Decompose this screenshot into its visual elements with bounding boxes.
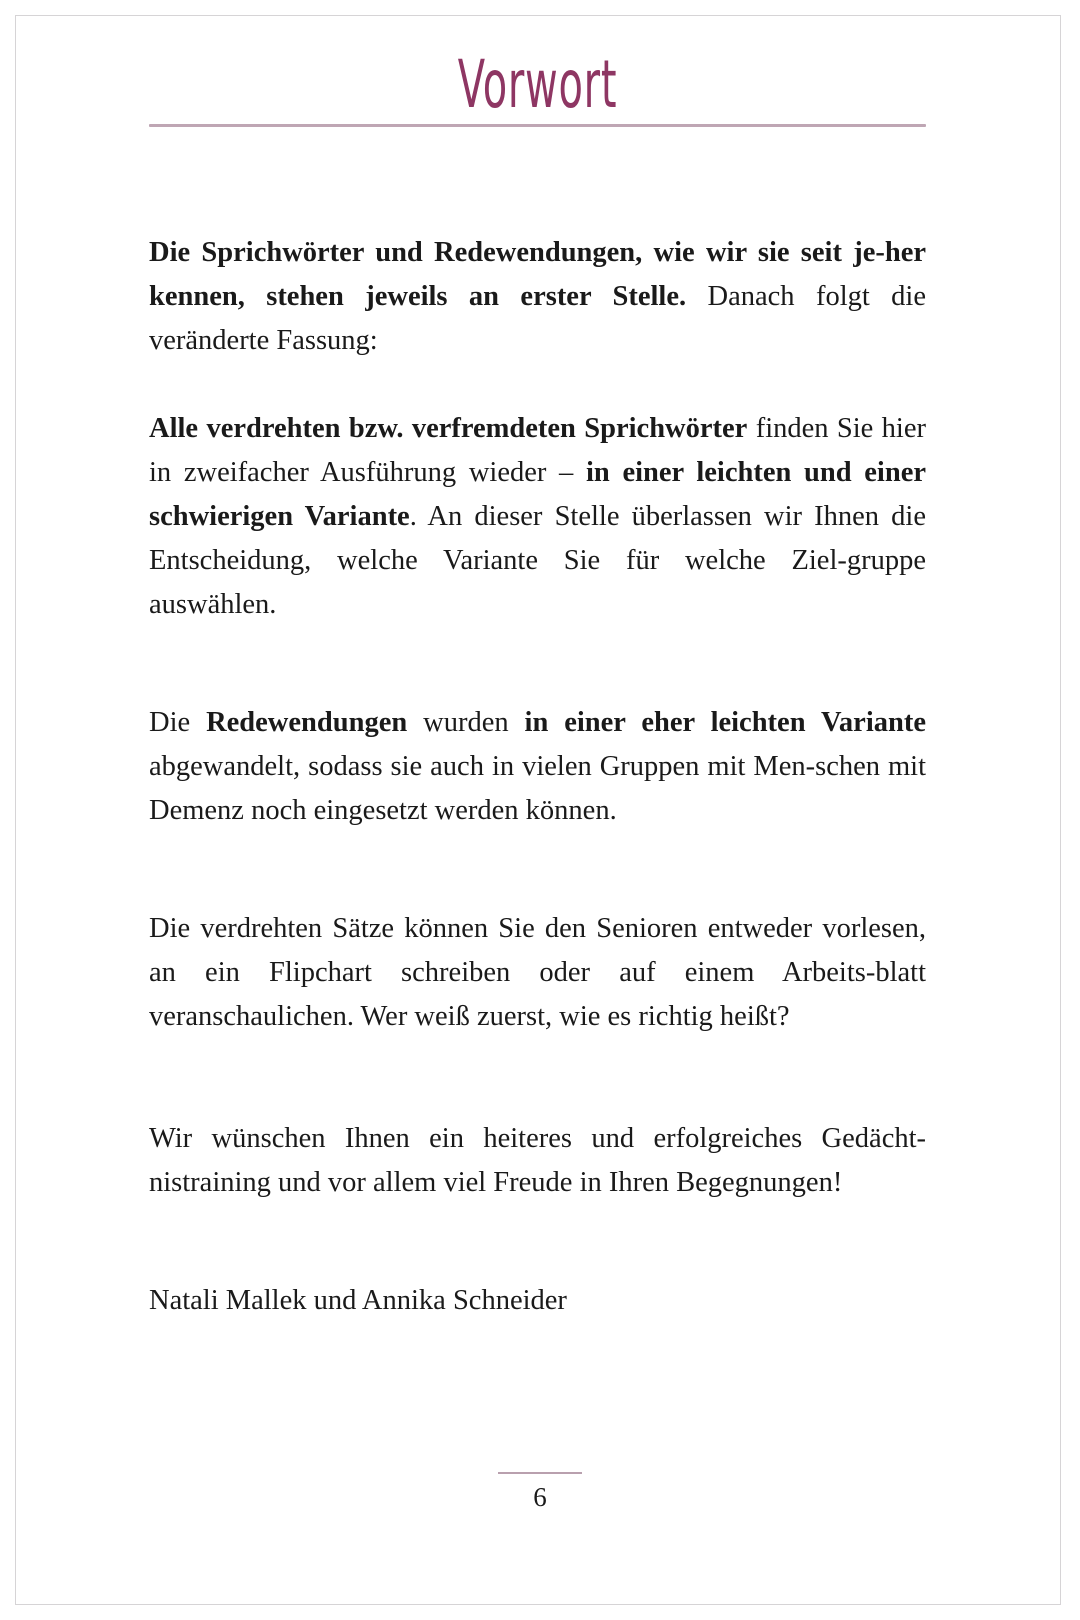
title-divider — [149, 124, 926, 127]
redewendungen-plain-run-3: abgewandelt, sodass sie auch in vielen Gruppen mit Men-schen mit Demenz noch eingesetzt werden können. — [149, 751, 926, 826]
redewendungen-bold-run-2: in einer eher leichten Variante — [524, 707, 926, 738]
page-content — [149, 0, 926, 1323]
paragraph-intro-bold-run: Die Sprichwörter und Redewendungen, wie wir sie seit je-her kennen, stehen jeweils an erster Stelle. — [149, 237, 926, 312]
paragraph-intro — [149, 231, 926, 363]
varianten-plain-run-2: . An dieser Stelle überlassen wir Ihnen die Entscheidung, welche Variante Sie für welche Ziel-gruppe auswählen. — [149, 501, 927, 620]
page-header — [149, 0, 926, 127]
wunsch-plain-run: Wir wünschen Ihnen ein heiteres und erfolgreiches Gedächt-nistraining und vor allem viel Freude in Ihren Begegnungen! — [149, 1123, 926, 1198]
varianten-plain-run-1: finden Sie hier in zweifacher Ausführung wieder – — [149, 413, 926, 488]
redewendungen-plain-run-2: wurden — [407, 707, 525, 738]
paragraph-wunsch — [149, 1117, 926, 1205]
redewendungen-bold-run-1: Redewendungen — [206, 707, 408, 738]
redewendungen-plain-run-1: Die — [149, 707, 207, 738]
page-title: Vorwort — [457, 45, 618, 123]
paragraph-einsatz — [149, 907, 926, 1039]
page-footer — [0, 1472, 1080, 1511]
preface-body — [149, 231, 926, 1323]
paragraph-intro-plain-run: Danach folgt die veränderte Fassung: — [149, 281, 926, 356]
author-signature: Natali Mallek und Annika Schneider — [149, 1285, 567, 1316]
footer-divider — [498, 1472, 582, 1474]
varianten-bold-run-2: in einer leichten und einer schwierigen Variante — [149, 457, 926, 532]
page-number: 6 — [533, 1482, 547, 1512]
paragraph-varianten — [149, 407, 926, 627]
paragraph-redewendungen — [149, 701, 926, 833]
varianten-bold-run-1: Alle verdrehten bzw. verfremdeten Sprichwörter — [149, 413, 748, 444]
einsatz-plain-run: Die verdrehten Sätze können Sie den Senioren entweder vorlesen, an ein Flipchart schreiben oder auf einem Arbeits-blatt veranschaulichen. Wer weiß zuerst, wie es richtig heißt? — [149, 913, 926, 1032]
